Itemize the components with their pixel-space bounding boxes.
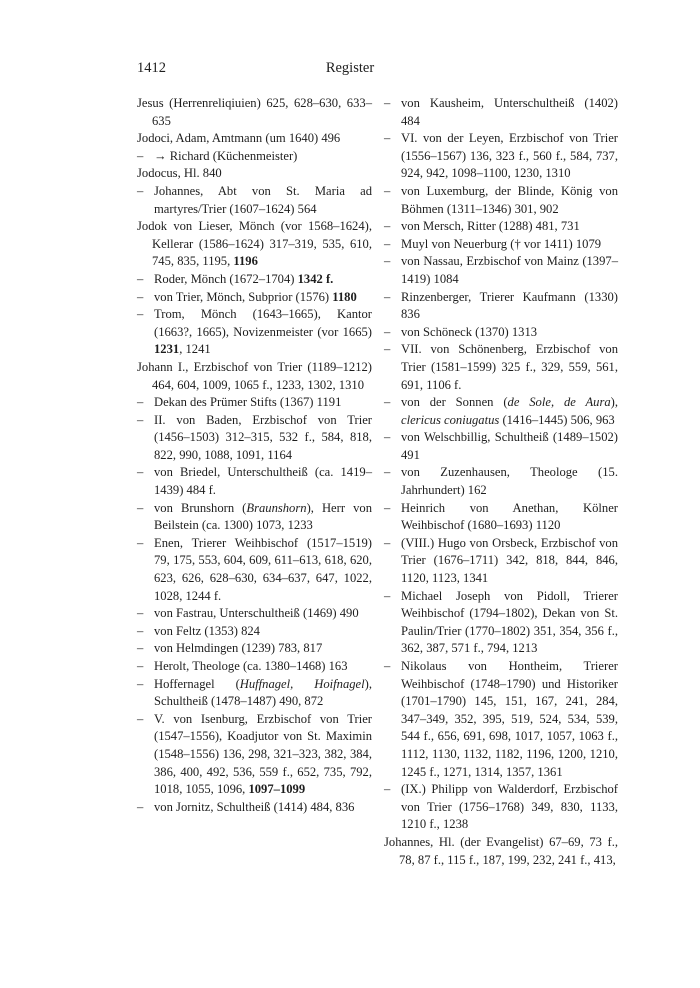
entry-text: von Welschbillig, Schultheiß (1489–1502) 491 xyxy=(401,430,618,462)
entry-text: von Mersch, Ritter (1288) 481, 731 xyxy=(401,219,580,234)
entry-text: II. von Baden, Erzbischof von Trier (1456–1503) 312–315, 532 f., 584, 818, 822, 990, 1088, 1091, 1164 xyxy=(154,412,372,462)
entry-text: von Brunshorn ( xyxy=(154,500,247,515)
index-entry xyxy=(137,359,372,394)
italic-variant: Braunshorn xyxy=(246,500,307,515)
entry-text: von Fastrau, Unterschultheiß (1469) 490 xyxy=(154,606,359,621)
index-subentry xyxy=(137,148,372,166)
subentry-dash: – xyxy=(137,711,144,726)
entry-text: Jodoci, Adam, Amtmann (um 1640) 496 xyxy=(137,131,341,146)
subentry-dash: – xyxy=(384,236,391,251)
subentry-dash: – xyxy=(137,307,144,322)
subentry-dash: – xyxy=(137,606,144,621)
index-subentry xyxy=(384,253,618,288)
entry-text: (IX.) Philipp von Walderdorf, Erzbischof von Trier (1756–1768) 349, 830, 1133, 1210 f., 1238 xyxy=(401,782,618,832)
subentry-dash: – xyxy=(137,799,144,814)
entry-text: V. von Isenburg, Erzbischof von Trier (1547–1556), Koadjutor von St. Maximin (1548–1556) 136, 298, 321–323, 382, 384, 386, 400, 492, 536, 559 f., 652, 735, 792, 1018, 1055, 1096, xyxy=(154,711,372,797)
entry-text: ), Herr von Beilstein (ca. 1300) 1073, 1233 xyxy=(154,500,372,533)
bold-reference: 1342 f. xyxy=(297,271,334,286)
subentry-dash: – xyxy=(384,588,391,603)
entry-text: Roder, Mönch (1672–1704) xyxy=(154,271,298,286)
index-subentry xyxy=(384,464,618,499)
subentry-dash: – xyxy=(384,782,391,797)
index-entry xyxy=(137,130,372,148)
index-subentry xyxy=(137,676,372,711)
italic-variant: de Sole, de Aura xyxy=(507,395,611,410)
entry-text: Rinzenberger, Trierer Kaufmann (1330) 836 xyxy=(401,289,618,322)
entry-text: von Schöneck (1370) 1313 xyxy=(401,324,538,339)
subentry-dash: – xyxy=(384,659,391,673)
index-subentry xyxy=(137,271,372,289)
subentry-dash: – xyxy=(384,96,391,110)
entry-text: Jesus (Herrenreliqiuien) 625, 628–630, 633–635 xyxy=(137,96,372,128)
entry-text: von der Sonnen ( xyxy=(401,395,508,410)
entry-text: Johann I., Erzbischof von Trier (1189–1212) 464, 604, 1009, 1065 f., 1233, 1302, 1310 xyxy=(137,359,372,392)
entry-text: Johannes, Abt von St. Maria ad martyres/Trier (1607–1624) 564 xyxy=(154,183,372,216)
subentry-dash: – xyxy=(137,465,144,480)
entry-text: Muyl von Neuerburg († vor 1411) 1079 xyxy=(401,236,602,251)
index-subentry xyxy=(384,429,618,464)
entry-text: Jodok von Lieser, Mönch (vor 1568–1624), Kellerar (1586–1624) 317–319, 535, 610, 745, 835, 1195, xyxy=(137,219,372,269)
page-number: 1412 xyxy=(137,60,166,76)
index-subentry xyxy=(384,130,618,183)
index-column-right xyxy=(384,95,618,869)
entry-text: von Kausheim, Unterschultheiß (1402) 484 xyxy=(401,96,618,128)
subentry-dash: – xyxy=(384,183,391,198)
index-subentry xyxy=(137,306,372,359)
index-subentry xyxy=(384,183,618,218)
index-subentry xyxy=(137,289,372,307)
index-subentry xyxy=(384,95,618,130)
subentry-dash: – xyxy=(137,676,144,691)
entry-text: von Helmdingen (1239) 783, 817 xyxy=(154,641,323,656)
index-subentry xyxy=(384,781,618,834)
entry-text: von Jornitz, Schultheiß (1414) 484, 836 xyxy=(154,799,355,814)
index-column-left xyxy=(137,95,372,816)
index-subentry xyxy=(384,236,618,254)
index-subentry xyxy=(384,588,618,658)
index-subentry xyxy=(137,535,372,605)
index-entry xyxy=(384,834,618,869)
entry-text: → Richard (Küchenmeister) xyxy=(154,148,298,163)
entry-text: ), xyxy=(610,395,618,410)
entry-text: , 1241 xyxy=(179,342,211,357)
bold-reference: 1097–1099 xyxy=(248,782,306,797)
italic-variant: Huffnagel, Hoifnagel xyxy=(239,676,365,691)
entry-text: Hoffernagel ( xyxy=(154,676,240,691)
index-subentry xyxy=(137,658,372,676)
index-subentry xyxy=(137,711,372,799)
subentry-dash: – xyxy=(137,289,144,304)
index-subentry xyxy=(137,605,372,623)
index-subentry xyxy=(137,640,372,658)
index-subentry xyxy=(384,324,618,342)
bold-reference: 1231 xyxy=(154,342,180,357)
entry-text: von Trier, Mönch, Subprior (1576) xyxy=(154,289,333,304)
entry-text: VI. von der Leyen, Erzbischof von Trier (1556–1567) 136, 323 f., 560 f., 584, 737, 924, 942, 1098–1100, 1230, 1310 xyxy=(401,131,618,181)
index-subentry xyxy=(384,218,618,236)
index-subentry xyxy=(384,658,618,781)
subentry-dash: – xyxy=(384,535,391,550)
index-subentry xyxy=(137,412,372,465)
subentry-dash: – xyxy=(384,254,391,269)
entry-text: Heinrich von Anethan, Kölner Weihbischof (1680–1693) 1120 xyxy=(401,500,618,533)
entry-text: von Luxemburg, der Blinde, König von Böhmen (1311–1346) 301, 902 xyxy=(401,183,618,216)
index-subentry xyxy=(384,289,618,324)
index-subentry xyxy=(137,799,372,817)
index-subentry xyxy=(384,341,618,394)
entry-text: (1416–1445) 506, 963 xyxy=(499,412,615,427)
entry-text: Johannes, Hl. (der Evangelist) 67–69, 73 f., 78, 87 f., 115 f., 187, 199, 232, 241 f., 413, xyxy=(384,834,618,867)
subentry-dash: – xyxy=(384,289,391,304)
index-entry xyxy=(137,95,372,130)
entry-text: Jodocus, Hl. 840 xyxy=(137,166,222,181)
index-subentry xyxy=(137,500,372,535)
bold-reference: 1180 xyxy=(332,289,357,304)
subentry-dash: – xyxy=(384,219,391,234)
subentry-dash: – xyxy=(137,271,144,286)
subentry-dash: – xyxy=(137,148,144,163)
entry-text: von Zuzenhausen, Theologe (15. Jahrhundert) 162 xyxy=(401,465,618,498)
subentry-dash: – xyxy=(384,395,391,410)
bold-reference: 1196 xyxy=(233,254,258,269)
subentry-dash: – xyxy=(137,412,144,427)
subentry-dash: – xyxy=(384,342,391,357)
index-subentry xyxy=(137,183,372,218)
subentry-dash: – xyxy=(384,500,391,515)
entry-text: Trom, Mönch (1643–1665), Kantor (1663?, 1665), Novizenmeister (vor 1665) xyxy=(154,307,372,339)
subentry-dash: – xyxy=(137,500,144,515)
subentry-dash: – xyxy=(137,623,144,638)
index-subentry xyxy=(384,535,618,588)
entry-text: VII. von Schönenberg, Erzbischof von Trier (1581–1599) 325 f., 329, 559, 561, 691, 1106 f. xyxy=(401,342,618,392)
subentry-dash: – xyxy=(384,465,391,480)
entry-text: von Feltz (1353) 824 xyxy=(154,623,260,638)
italic-variant: clericus coniugatus xyxy=(401,412,500,427)
entry-text: (VIII.) Hugo von Orsbeck, Erzbischof von Trier (1676–1711) 342, 818, 844, 846, 1120, 1123, 1341 xyxy=(401,535,618,586)
entry-text: Dekan des Prümer Stifts (1367) 1191 xyxy=(154,395,342,410)
subentry-dash: – xyxy=(137,659,144,673)
entry-text: Nikolaus von Hontheim, Trierer Weihbischof (1748–1790) und Historiker (1701–1790) 145, 151, 167, 241, 284, 347–349, 352, 395, 519, 524, 534, 539, 544 f., 656, 691, 698, 1017, 1057, 1063 f., 1112, 1130, 1132, 1182, 1196, 1200, 1210, 1245 f., 1271, 1314, 1357, 1361 xyxy=(401,659,618,779)
index-entry xyxy=(137,165,372,183)
subentry-dash: – xyxy=(384,324,391,339)
entry-text: von Briedel, Unterschultheiß (ca. 1419–1439) 484 f. xyxy=(154,465,372,498)
subentry-dash: – xyxy=(384,131,391,146)
index-subentry xyxy=(137,464,372,499)
subentry-dash: – xyxy=(137,641,144,656)
running-head: Register xyxy=(325,60,375,76)
index-subentry xyxy=(384,500,618,535)
entry-text: Michael Joseph von Pidoll, Trierer Weihbischof (1794–1802), Dekan von St. Paulin/Trier (1770–1802) 351, 354, 356 f., 362, 387, 571 f., 794, 1213 xyxy=(401,588,618,656)
subentry-dash: – xyxy=(384,430,391,445)
index-subentry xyxy=(137,623,372,641)
entry-text: ), Schultheiß (1478–1487) 490, 872 xyxy=(154,676,372,709)
entry-text: von Nassau, Erzbischof von Mainz (1397–1419) 1084 xyxy=(401,254,618,286)
entry-text: Enen, Trierer Weihbischof (1517–1519) 79, 175, 553, 604, 609, 611–613, 618, 620, 623, 626, 628–630, 634–637, 647, 1022, 1028, 1244 f. xyxy=(154,535,372,603)
index-subentry xyxy=(137,394,372,412)
index-subentry xyxy=(384,394,618,429)
subentry-dash: – xyxy=(137,395,144,410)
subentry-dash: – xyxy=(137,535,144,550)
index-entry xyxy=(137,218,372,271)
entry-text: Herolt, Theologe (ca. 1380–1468) 163 xyxy=(154,659,348,673)
subentry-dash: – xyxy=(137,183,144,198)
